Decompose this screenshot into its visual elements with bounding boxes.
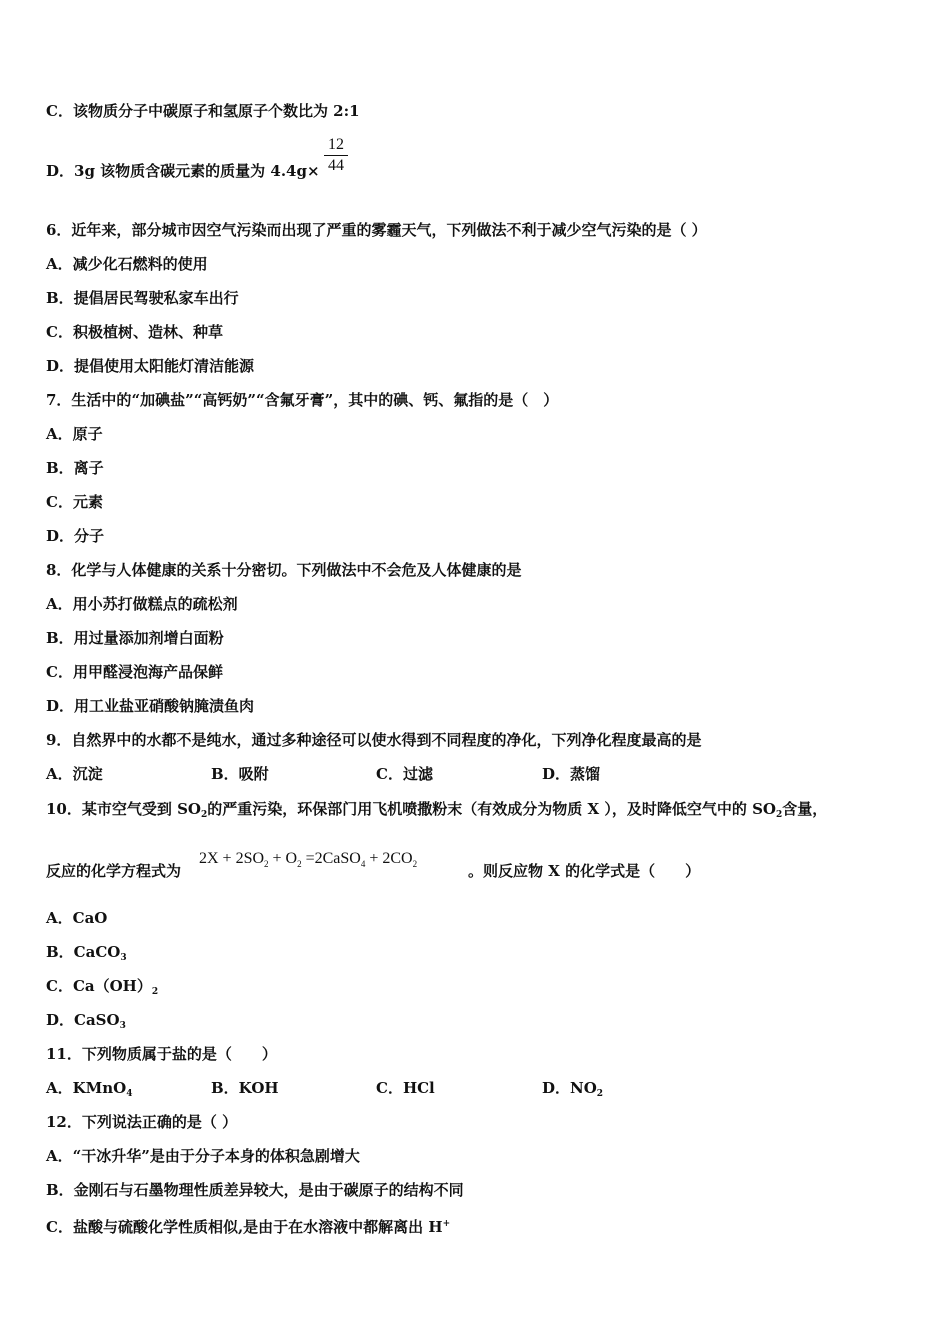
option-text: D．CaSO [46, 1011, 120, 1029]
q10-stem [46, 799, 827, 825]
subscript: 3 [120, 953, 127, 963]
q10-equation-suffix: 。则反应物 X 的化学式是（ ） [468, 862, 701, 880]
q8-stem: 8．化学与人体健康的关系十分密切。下列做法中不会危及人体健康的是 [46, 561, 522, 579]
q7-stem: 7．生活中的“加碘盐”“高钙奶”“含氟牙膏”，其中的碘、钙、氟指的是（ ） [46, 391, 559, 409]
option-text: A．KMnO [46, 1079, 127, 1097]
q9-option-a: A．沉淀 [46, 765, 103, 783]
q10-option-a: A．CaO [46, 909, 108, 927]
q11-stem: 11．下列物质属于盐的是（ ） [46, 1045, 277, 1063]
q9-option-b: B．吸附 [211, 765, 269, 783]
subscript: 2 [264, 859, 269, 869]
q10-option-c [46, 976, 158, 1002]
equation-part: + 2CO [365, 850, 413, 867]
option-text: B．CaCO [46, 943, 121, 961]
q12-option-b: B．金刚石与石墨物理性质差异较大，是由于碳原子的结构不同 [46, 1181, 464, 1199]
q12-option-c [46, 1214, 450, 1237]
q10-option-d [46, 1010, 126, 1036]
fraction-denominator: 44 [328, 157, 344, 174]
q7-option-c: C．元素 [46, 493, 103, 511]
q10-equation-prefix: 反应的化学方程式为 [46, 862, 182, 880]
subscript: 2 [412, 859, 418, 869]
q6-stem: 6．近年来，部分城市因空气污染而出现了严重的雾霾天气，下列做法不利于减少空气污染的是（ ） [46, 221, 707, 239]
q10-stem-part-2: 的严重污染，环保部门用飞机喷撒粉末（有效成分为物质 X ），及时降低空气中的 SO [207, 800, 776, 818]
q5-fraction [324, 136, 348, 175]
q7-option-b: B．离子 [46, 459, 104, 477]
q10-stem-part-3: 含量， [782, 800, 828, 818]
q7-option-d: D．分子 [46, 527, 105, 545]
q11-option-b: B．KOH [211, 1079, 279, 1097]
chemical-equation [199, 850, 417, 869]
option-text: C．Ca（OH） [46, 977, 152, 995]
equation-part: 2X + 2SO [199, 850, 265, 867]
q12-stem: 12．下列说法正确的是（ ） [46, 1113, 238, 1131]
q9-option-d: D．蒸馏 [542, 765, 601, 783]
q6-option-d: D．提倡使用太阳能灯清洁能源 [46, 357, 255, 375]
q6-option-a: A．减少化石燃料的使用 [46, 255, 208, 273]
q8-option-a: A．用小苏打做糕点的疏松剂 [46, 595, 238, 613]
q9-stem: 9．自然界中的水都不是纯水，通过多种途径可以使水得到不同程度的净化，下列净化程度最高的是 [46, 731, 702, 749]
q10-option-b [46, 942, 127, 968]
fraction-numerator: 12 [324, 136, 348, 156]
q8-option-b: B．用过量添加剂增白面粉 [46, 629, 224, 647]
equation-part: =2CaSO [301, 850, 361, 867]
q6-option-c: C．积极植树、造林、种草 [46, 323, 223, 341]
q5-option-c: C．该物质分子中碳原子和氢原子个数比为 2:1 [46, 102, 360, 120]
subscript: 4 [126, 1089, 133, 1099]
subscript: 3 [119, 1021, 126, 1031]
q8-option-d: D．用工业盐亚硝酸钠腌渍鱼肉 [46, 697, 255, 715]
q12-option-a: A．“干冰升华”是由于分子本身的体积急剧增大 [46, 1147, 360, 1165]
subscript: 2 [201, 810, 208, 820]
q8-option-c: C．用甲醛浸泡海产品保鲜 [46, 663, 223, 681]
option-text: D．NO [542, 1079, 597, 1097]
superscript: + [442, 1219, 451, 1229]
equation-part: + O [268, 850, 298, 867]
subscript: 4 [360, 859, 366, 869]
q9-option-c: C．过滤 [376, 765, 433, 783]
q11-option-c: C．HCl [376, 1079, 435, 1097]
subscript: 2 [297, 859, 302, 869]
subscript: 2 [151, 987, 159, 997]
q7-option-a: A．原子 [46, 425, 103, 443]
subscript: 2 [775, 810, 783, 820]
q5-option-d: D．3g 该物质含碳元素的质量为 4.4g× [46, 162, 320, 180]
option-text: C．盐酸与硫酸化学性质相似,是由于在水溶液中都解离出 H [46, 1218, 443, 1236]
q11-option-d [542, 1078, 603, 1104]
q11-option-a [46, 1078, 133, 1104]
q6-option-b: B．提倡居民驾驶私家车出行 [46, 289, 239, 307]
subscript: 2 [596, 1089, 604, 1099]
q10-stem-part-1: 10．某市空气受到 SO [46, 800, 201, 818]
